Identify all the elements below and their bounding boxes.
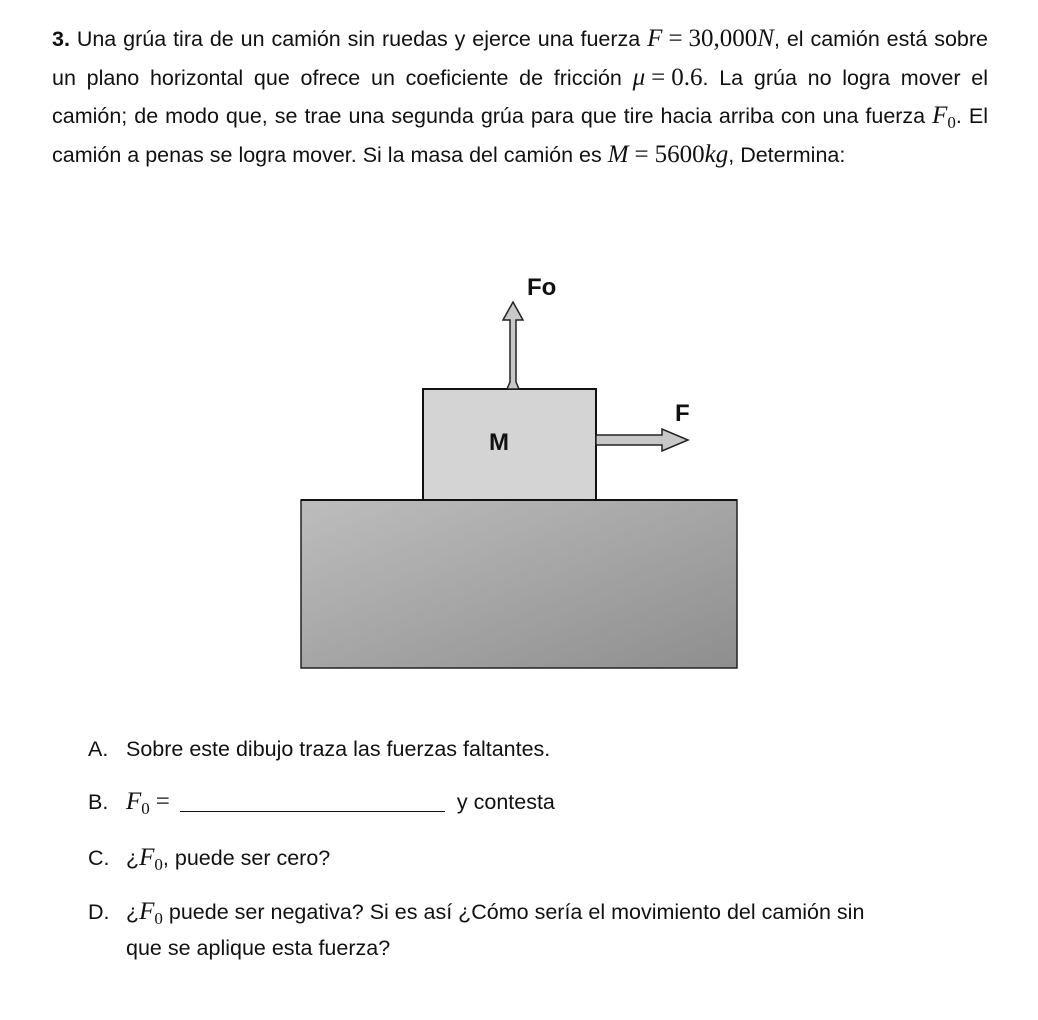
question-letter: D. — [88, 900, 110, 924]
question-prefix: ¿ — [126, 846, 140, 870]
mu-symbol: μ — [632, 63, 646, 91]
f-label: F — [675, 400, 690, 427]
mass-value: 5600 — [654, 140, 705, 168]
mass-unit: kg — [704, 140, 729, 168]
equals-sign: = — [668, 25, 683, 52]
problem-text-2: , el camión está sobre un plano horizontal que ofrece un coeficiente de fricción — [52, 27, 988, 90]
question-text: Sobre este dibujo traza las fuerzas faltantes. — [126, 737, 551, 761]
problem-number: 3. — [52, 27, 70, 51]
f0-symbol: $F_0$ — [139, 844, 163, 874]
mu-value: 0.6 — [671, 63, 703, 91]
f0-symbol: $F_0$ — [126, 788, 150, 818]
question-b — [88, 784, 555, 820]
force-unit: N — [757, 25, 774, 52]
question-text: , puede ser cero? — [162, 846, 331, 870]
problem-text-4: . El camión a penas se logra mover. Si la masa del camión es — [52, 104, 988, 167]
mass-label: M — [489, 429, 509, 456]
truck-block — [423, 389, 596, 500]
f0-symbol: $F_0$ — [139, 898, 163, 928]
question-text-line2: que se aplique esta fuerza? — [126, 936, 391, 960]
problem-statement — [52, 20, 988, 174]
question-text: y contesta — [456, 790, 555, 814]
problem-text-1: Una grúa tira de un camión sin ruedas y ejerce una fuerza — [69, 27, 648, 51]
equals-sign-mass: = — [634, 140, 649, 168]
question-prefix: ¿ — [126, 900, 140, 924]
force-value: 30,000 — [688, 25, 758, 52]
question-letter: B. — [88, 790, 109, 814]
equals-sign: = — [155, 788, 170, 815]
problem-text-5: , Determina: — [728, 142, 846, 167]
problem-text-3: . La grúa no logra mover el camión; de modo que, se trae una segunda grúa para que tire hacia arriba con una fuerza — [52, 65, 988, 128]
f0-arrow-icon — [503, 302, 523, 389]
question-letter: C. — [88, 846, 110, 870]
answer-blank[interactable] — [180, 789, 445, 812]
mass-symbol: M — [607, 140, 629, 168]
ground-plane — [301, 500, 737, 668]
question-a — [88, 731, 550, 767]
equals-sign-mu: = — [651, 63, 666, 91]
question-c — [88, 840, 330, 876]
force-symbol: F — [647, 25, 663, 52]
f0-label: Fo — [527, 274, 557, 301]
question-text: puede ser negativa? Si es así ¿Cómo sería el movimiento del camión sin — [162, 900, 865, 924]
question-d — [88, 894, 988, 966]
question-letter: A. — [88, 737, 109, 761]
f0-symbol: $F_0$ — [932, 102, 956, 132]
f-arrow-icon — [596, 429, 688, 451]
